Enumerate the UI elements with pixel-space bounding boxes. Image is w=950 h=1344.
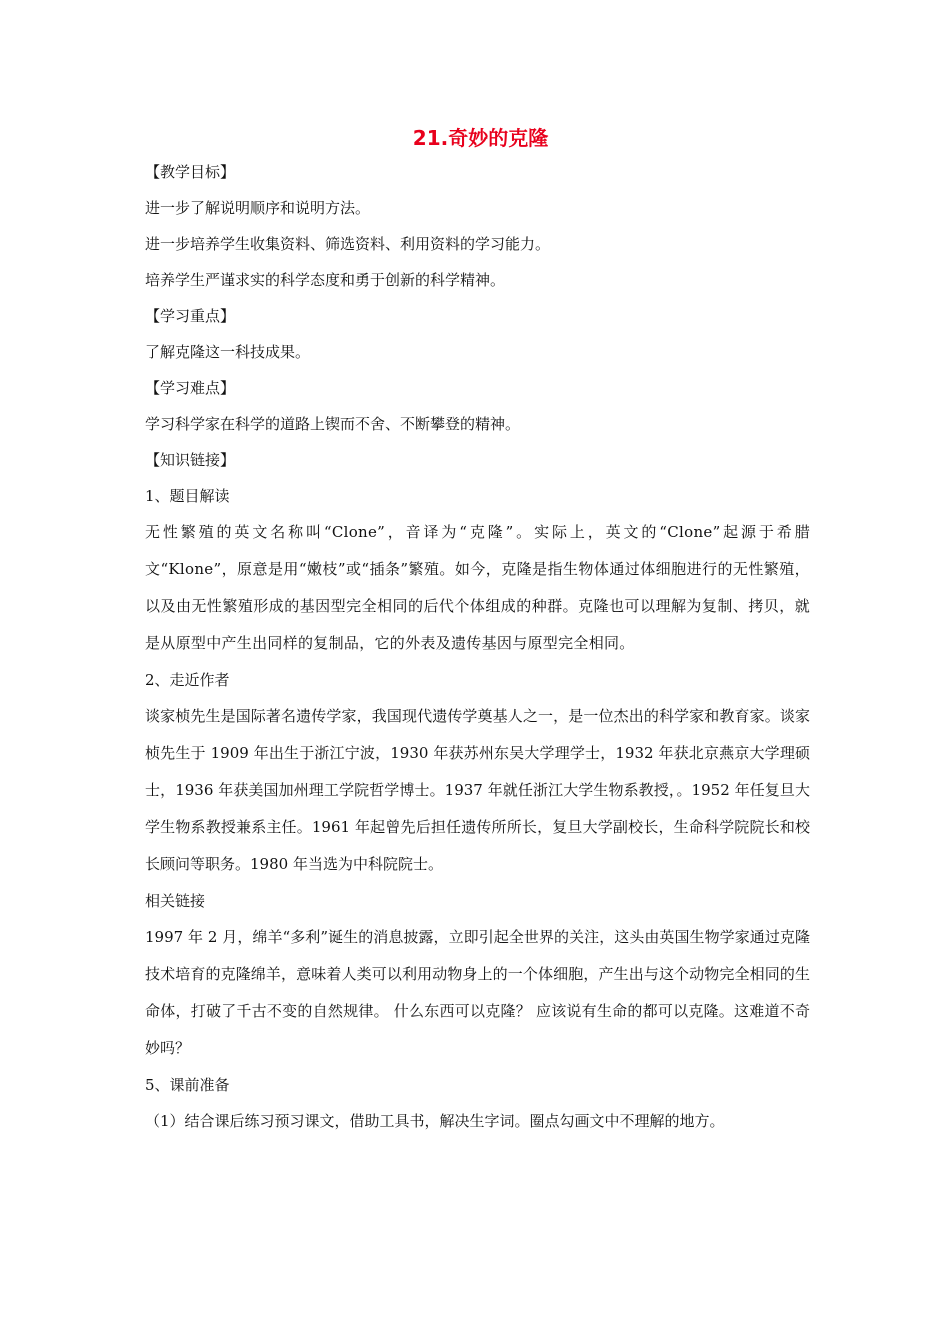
related-paragraph: 1997 年 2 月，绵羊“多利”诞生的消息披露，立即引起全世界的关注，这头由英国生物学家通过克隆技术培育的克隆绵羊，意味着人类可以利用动物身上的一个体细胞，产生出与这个动物完全相同的生命体，打破了千古不变的自然规律。 什么东西可以克隆？ 应该说有生命的都可以克隆。这难道不奇妙吗？ [145, 928, 810, 1057]
focus-text: 了解克隆这一科技成果。 [145, 343, 311, 361]
goal-item: 培养学生严谨求实的科学态度和勇于创新的科学精神。 [145, 271, 506, 289]
item5-text: （1）结合课后练习预习课文，借助工具书，解决生字词。圈点勾画文中不理解的地方。 [145, 1112, 725, 1130]
document-title: 21.奇妙的克隆 [412, 126, 549, 150]
item1-paragraph: 无性繁殖的英文名称叫“Clone”，音译为“克隆”。实际上，英文的“Clone”起源于希腊文“Klone”，原意是用“嫩枝”或“插条”繁殖。如今，克隆是指生物体通过体细胞进行的无性繁殖，以及由无性繁殖形成的基因型完全相同的后代个体组成的种群。克隆也可以理解为复制、拷贝，就是从原型中产生出同样的复制品，它的外表及遗传基因与原型完全相同。 [145, 523, 810, 652]
goal-item: 进一步了解说明顺序和说明方法。 [145, 199, 371, 217]
item2-heading: 2、走近作者 [145, 671, 230, 689]
related-heading: 相关链接 [145, 892, 206, 910]
item1-heading: 1、题目解读 [145, 487, 230, 505]
links-heading: 【知识链接】 [145, 451, 236, 469]
item2-paragraph: 谈家桢先生是国际著名遗传学家，我国现代遗传学奠基人之一，是一位杰出的科学家和教育家。谈家桢先生于 1909 年出生于浙江宁波，1930 年获苏州东吴大学理学士，1932 年获北京燕京大学理硕士，1936 年获美国加州理工学院哲学博士。1937 年就任浙江大学生物系教授，。1952 年任复旦大学生物系教授兼系主任。1961 年起曾先后担任遗传所所长，复旦大学副校长，生命科学院院长和校长顾问等职务。1980 年当选为中科院院士。 [145, 707, 810, 873]
focus-heading: 【学习重点】 [145, 307, 236, 325]
difficulty-text: 学习科学家在科学的道路上锲而不舍、不断攀登的精神。 [145, 415, 521, 433]
difficulty-heading: 【学习难点】 [145, 379, 236, 397]
goal-item: 进一步培养学生收集资料、筛选资料、利用资料的学习能力。 [145, 235, 551, 253]
goals-heading: 【教学目标】 [145, 163, 236, 181]
document-content [145, 122, 810, 1139]
item5-heading: 5、课前准备 [145, 1076, 230, 1094]
